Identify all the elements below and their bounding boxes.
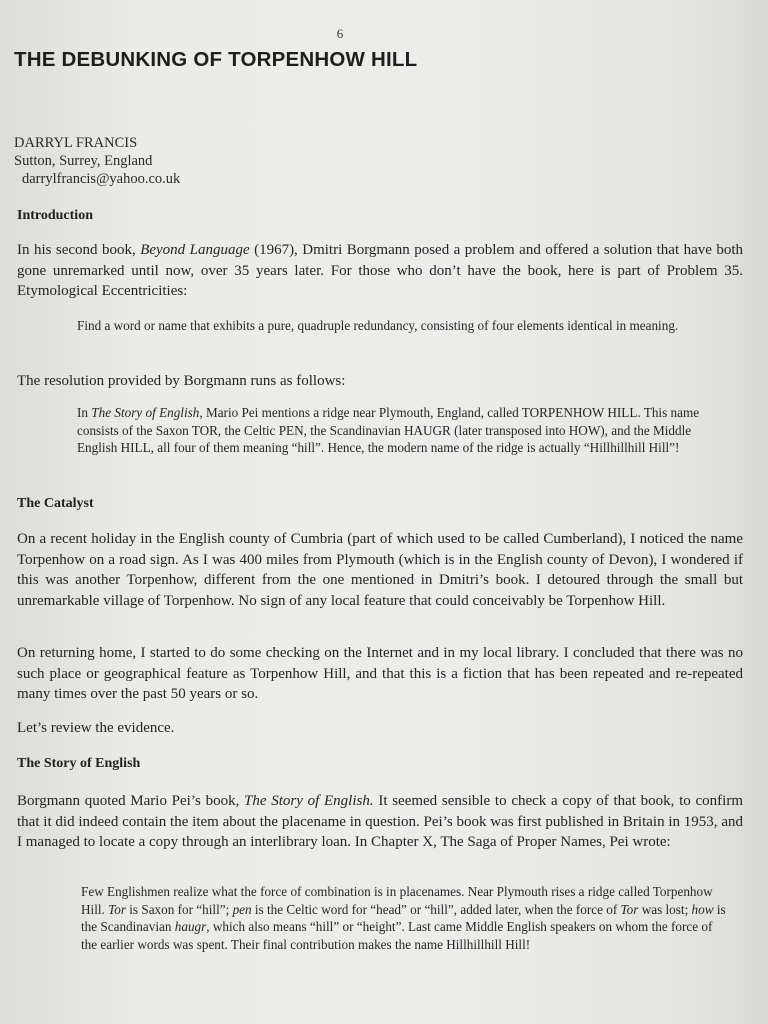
author-block <box>14 134 180 188</box>
pei-quote <box>81 883 731 953</box>
pei-text-6: , which also means “hill” or “height”. Last came Middle English speakers on whom the force of the earlier words was spent. Their final contribution makes the name Hillhillhill Hill! <box>81 919 713 952</box>
word-haugr: haugr <box>174 919 207 934</box>
intro-paragraph-2: The resolution provided by Borgmann runs as follows: <box>17 373 346 389</box>
catalyst-paragraph-3: Let’s review the evidence. <box>17 720 175 736</box>
intro-p1-text-a: In his second book, <box>17 242 141 258</box>
pei-text-2: is Saxon for “hill”; <box>125 901 233 917</box>
word-pen: pen <box>232 901 252 917</box>
page-number: 6 <box>336 26 344 41</box>
problem-quote: Find a word or name that exhibits a pure, quadruple redundancy, consisting of four elements identical in meaning. <box>77 318 679 333</box>
story-paragraph-1 <box>17 791 743 853</box>
catalyst-paragraph-1: On a recent holiday in the English county of Cumbria (part of which used to be called Cumberland), I noticed the name Torpenhow on a road sign. As I was 400 miles from Plymouth (which is in the English county of Devon), I wondered if this was another Torpenhow, different from the one mentioned in Dmitri’s book. I detoured through the small but unremarkable village of Torpenhow. No sign of any local feature that could conceivably be Torpenhow Hill. <box>17 531 743 609</box>
story-p1-text-b: It seemed sensible to check a copy of that book, to confirm that it did indeed contain the item about the placename in question. Pei’s book was first published in Britain in 1953, and I managed to locate a copy through an interlibrary loan. In Chapter X, The Saga of Proper Names, Pei wrote: <box>17 793 743 850</box>
word-tor-2: Tor <box>620 901 639 917</box>
author-location: Sutton, Surrey, England <box>14 153 153 169</box>
pei-text-1: Few Englishmen realize what the force of combination is in placenames. Near Plymouth rises a ridge called Torpenhow Hill. <box>81 884 713 917</box>
article-title: THE DEBUNKING OF TORPENHOW HILL <box>14 48 418 71</box>
book-title-beyond-language: Beyond Language <box>140 242 250 258</box>
intro-p1-text-b: (1967), Dmitri Borgmann posed a problem and offered a solution that have both gone unremarked until now, over 35 years later. For those who don’t have the book, here is part of Problem 35. Etymological Eccentricities: <box>17 242 744 299</box>
heading-catalyst: The Catalyst <box>17 496 94 511</box>
pei-text-3: is the Celtic word for “head” or “hill”, added later, when the force of <box>251 901 621 917</box>
intro-paragraph-1 <box>17 240 743 302</box>
catalyst-paragraph-2: On returning home, I started to do some checking on the Internet and in my local library. I concluded that there was no such place or geographical feature as Torpenhow Hill, and that this is a fiction that has been repeated and re-repeated many times over the past 50 years or so. <box>17 645 743 702</box>
book-title-story-of-english: The Story of English <box>91 405 200 420</box>
resolution-text-b: , Mario Pei mentions a ridge near Plymouth, England, called TORPENHOW HILL. This name consists of the Saxon TOR, the Celtic PEN, the Scandinavian HAUGR (later transposed into HOW), and the Middle English HILL, all four of them meaning “hill”. Hence, the modern name of the ridge is actually “Hillhillhill Hill”! <box>77 405 700 455</box>
word-how: how <box>691 901 714 917</box>
word-tor: Tor <box>108 901 126 917</box>
heading-story-of-english: The Story of English <box>17 756 141 771</box>
resolution-text-a: In <box>77 405 92 420</box>
author-email: darrylfrancis@yahoo.co.uk <box>22 171 181 187</box>
pei-text-4: was lost; <box>638 901 692 917</box>
heading-introduction: Introduction <box>17 208 93 223</box>
story-p1-text-a: Borgmann quoted Mario Pei’s book, <box>17 793 245 809</box>
author-name: DARRYL FRANCIS <box>14 135 138 151</box>
resolution-quote <box>77 404 727 457</box>
book-title-story-of-english-2: The Story of English. <box>244 793 374 809</box>
pei-text-5: is the Scandinavian <box>81 901 726 934</box>
